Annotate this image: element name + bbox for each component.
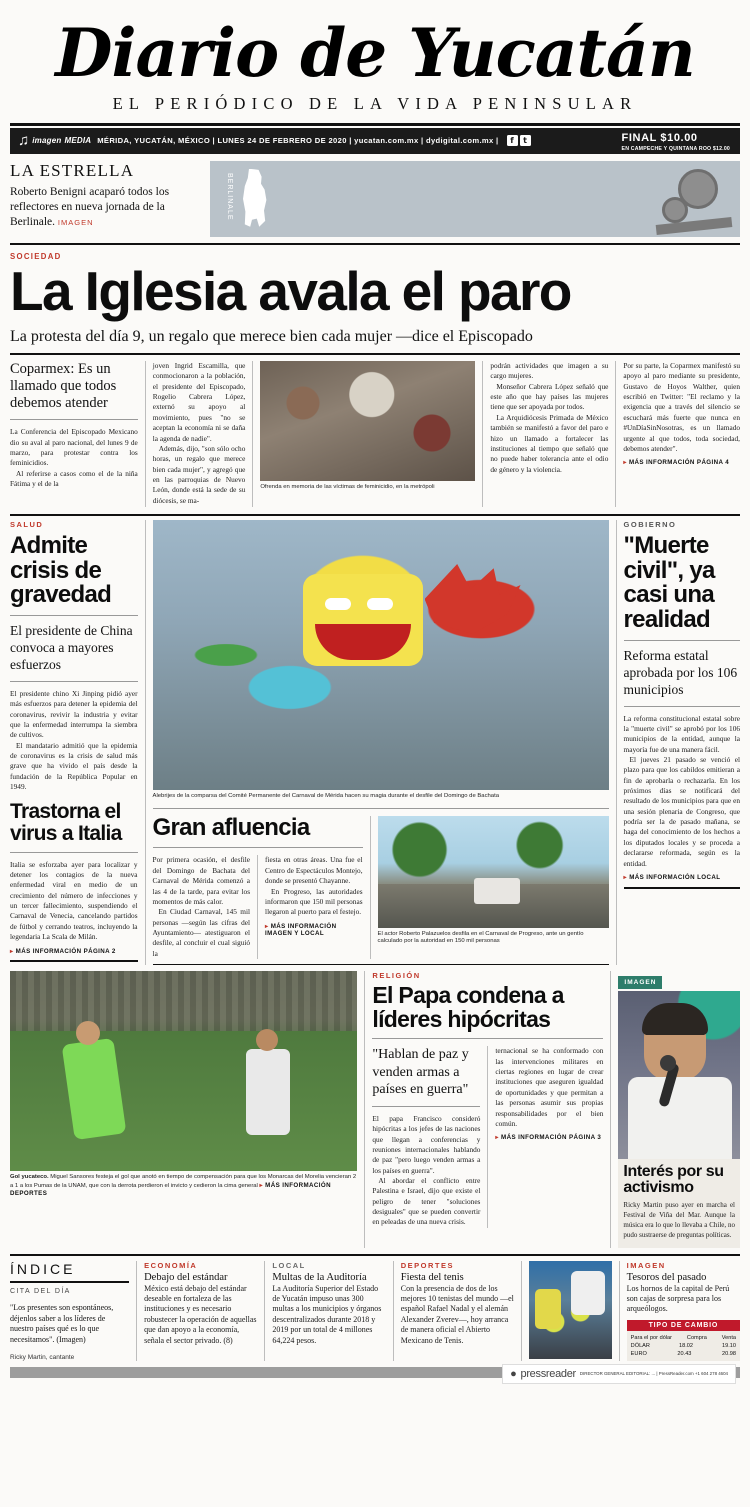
- paragraph: Monseñor Cabrera López señaló que este año que hay países las mujeres tiene que ser apoyada por todos.: [490, 381, 609, 412]
- index-kicker: ECONOMÍA: [144, 1260, 198, 1270]
- la-estrella-copy: Roberto Benigni acaparó todos los reflectores en nueva jornada de la Berlinale.: [10, 185, 170, 229]
- tipo-cambio-title: TIPO DE CAMBIO: [627, 1320, 740, 1331]
- progreso-carnaval-photo[interactable]: [378, 816, 609, 928]
- religion-pullquote: "Hablan de paz y venden armas a países en guerra": [372, 1047, 469, 1098]
- index-item-text: Los hornos de la capital de Perú son cajas de sorpresa para los arqueólogos.: [626, 1283, 730, 1314]
- tc-col-sell: Venta: [721, 1334, 736, 1341]
- more-label: MÁS INFORMACIÓN PÁGINA 3: [501, 1134, 602, 1142]
- table-row: [631, 1342, 736, 1350]
- estrella-divider: [10, 243, 740, 245]
- paragraph: ternacional se ha conformado con las intervenciones militares en ciertas regiones en lugar de crear instituciones que aseguren igualdad de oportunidades y que permitan a las personas asumir sus propias responsabilidades por el bien común.: [495, 1046, 604, 1128]
- pressreader-box[interactable]: [502, 1364, 736, 1384]
- paragraph: El papa Francisco consideró hipócritas a los jefes de las naciones que llegan a conferencias y reuniones internacionales hablando de paz "pero luego venden armas a los países en guerra".: [372, 1113, 481, 1175]
- column-rule: [370, 816, 371, 959]
- carnaval-photo-caption: Alebrijes de la comparsa del Comité Permanente del Carnaval de Mérida hacen su magia durante el desfile del Domingo de Bachata: [152, 793, 499, 800]
- newspaper-title: Diario de Yucatán: [55, 14, 695, 92]
- religion-body-a: [372, 1114, 480, 1228]
- column-rule: [252, 361, 253, 507]
- index-quote-block: [10, 1261, 129, 1361]
- info-bar: [10, 128, 740, 154]
- paragraph: Al referirse a casos como el de la niña Fátima y el de la: [10, 468, 138, 489]
- salud-headline[interactable]: Admite crisis de gravedad: [10, 532, 112, 609]
- divider: [624, 706, 740, 707]
- paragraph: Italia se esforzaba ayer para localizar y detener los contagios de la nueva enfermedad viral en medio de un crecimiento del número de infecciones y un tercer fallecimiento, suspendiendo el Carnaval de Venecia, cancelando partidos de fútbol y cerrando teatros, incluyendo la legendaria La Scala de Milán.: [10, 859, 138, 942]
- italia-headline[interactable]: Trastorna el virus a Italia: [10, 800, 122, 846]
- music-note-icon: ♫: [18, 132, 30, 150]
- paragraph: joven Ingrid Escamilla, que conmocionaron a la población, el presidente del Episcopado, Rogelio Cabrera López, externó su apoyo al movimiento, pues "no se aceptan la economía ni se daña la agenda de nadie".: [152, 361, 246, 443]
- lead-col2-body: [153, 361, 246, 506]
- salud-column: [10, 520, 138, 965]
- index-quote-attribution: Ricky Martin, cantante: [10, 1353, 75, 1361]
- column-rule: [264, 1261, 265, 1361]
- index-quote-text: [10, 1303, 129, 1346]
- lead-col-3: [260, 361, 608, 507]
- la-estrella-tag: IMAGEN: [57, 218, 94, 228]
- index-top-divider: [10, 1254, 740, 1256]
- la-estrella-image: [210, 161, 740, 237]
- futbol-photo[interactable]: [10, 971, 357, 1171]
- italia-body: [10, 860, 138, 943]
- column-rule: [616, 520, 617, 965]
- lower-band: [10, 971, 740, 1248]
- masthead: [10, 0, 740, 114]
- column-rule: [145, 361, 146, 507]
- facebook-icon[interactable]: f: [507, 135, 518, 146]
- religion-body-b: [495, 1046, 603, 1129]
- imagen-column: [618, 971, 740, 1248]
- divider: [153, 964, 609, 965]
- index-item-local[interactable]: [272, 1261, 385, 1361]
- column-rule: [482, 361, 483, 507]
- paragraph: La reforma constitucional estatal sobre la "muerte civil" se aprobó por los 106 municipios de la entidad, aunque la mayoría fue de una manera fácil.: [623, 713, 740, 754]
- futbol-column: [10, 971, 357, 1248]
- index-item-imagen[interactable]: [627, 1261, 740, 1361]
- index-item-head: Fiesta del tenis: [400, 1271, 464, 1283]
- imagen-media-logo: [18, 133, 91, 148]
- index-strip: [10, 1261, 740, 1361]
- paragraph: Además, dijo, "son sólo ocho horas, un regalo que merece bien cada mujer", y agregó que en las parroquias de Nuevo León, donde está la sede de su diócesis, se ma-: [152, 443, 246, 505]
- edition-line: MÉRIDA, YUCATÁN, MÉXICO | LUNES 24 DE FEBRERO DE 2020 | yucatan.com.mx | dydigital.com.mx |: [97, 136, 499, 146]
- gobierno-subdeck: Reforma estatal aprobada por los 106 municipios: [623, 647, 738, 697]
- index-item-text: México está debajo del estándar deseable en fortaleza de las instituciones y es necesario robustecer la operación de aquellas que dan apoyo a la economía, señala el sector privado. (8): [144, 1283, 257, 1345]
- masthead-divider: [10, 123, 740, 126]
- bullet-icon: ▸: [265, 922, 269, 930]
- carnaval-column: [153, 520, 609, 965]
- divider: [10, 615, 138, 616]
- more-label: MÁS INFORMACIÓN IMAGEN Y LOCAL: [265, 922, 337, 937]
- film-reel-graphic: [660, 163, 734, 235]
- price-main: FINAL $10.00: [621, 131, 698, 144]
- lead-more-link[interactable]: [623, 459, 740, 466]
- paragraph: El mandatario admitió que la epidemia de coronavirus es la crisis de salud más grave que ha vivido el país desde la fundación de la República Popular en 1949.: [10, 740, 138, 792]
- divider: [153, 808, 609, 809]
- paragraph: fiesta en otras áreas. Una fue el Centro de Espectáculos Montejo, donde se presentó Chayanne.: [265, 855, 363, 886]
- pressreader-note: DIRECTOR GENERAL EDITORIAL: ... | PressReader.com +1 604 278 4604: [579, 1371, 728, 1377]
- divider: [624, 887, 740, 889]
- coparmex-statement: [623, 361, 740, 454]
- gran-afluencia-body-a: [153, 855, 251, 959]
- carnaval-more-link[interactable]: [265, 923, 363, 937]
- bullet-icon: ▸: [623, 873, 628, 881]
- religion-more-link[interactable]: [495, 1134, 603, 1141]
- paragraph: Al abordar el conflicto entre Palestina e Israel, dijo que existe el peligro de tener "soluciones desiguales" que se pueden convertir en peleadas de una nueva crisis.: [372, 1176, 481, 1227]
- religion-headline[interactable]: El Papa condena a líderes hipócritas: [372, 982, 564, 1032]
- index-tennis-photo-wrap: [529, 1261, 612, 1361]
- lead-kicker: SOCIEDAD: [10, 251, 62, 261]
- paragraph: La Arquidiócesis Primada de México también se manifestó a favor del paro e hizo un llamado a fortalecer las instituciones al tiempo que señaló que no puede haber tolerancia ante el odio de género y la violencia.: [490, 412, 609, 474]
- la-estrella-promo[interactable]: [10, 161, 740, 237]
- carnaval-alebrije-photo[interactable]: [153, 520, 609, 790]
- gobierno-body: [624, 714, 740, 869]
- index-quote-label: CITA DEL DÍA: [10, 1287, 71, 1295]
- divider: [153, 847, 363, 848]
- tc-buy: 20.43: [677, 1350, 692, 1357]
- paragraph: Por su parte, la Coparmex manifestó su apoyo al paro mediante su presidente, Gustavo de Hoyos Walther, quien escribió en Twitter: "El reclamo y la exigencia que a través del silencio se escuchará más fuerte que nunca en #UnDíaSinNosotras, es un llamado urgente al que todos, toda sociedad, debemos atender".: [623, 361, 740, 453]
- column-rule: [610, 971, 611, 1248]
- tc-col-buy: Compra: [686, 1334, 707, 1341]
- price-sub: EN CAMPECHE Y QUINTANA ROO $12.00: [621, 145, 730, 152]
- index-kicker: DEPORTES: [400, 1260, 455, 1270]
- index-item-head: Multas de la Auditoría: [272, 1271, 367, 1283]
- pressreader-footer: [10, 1367, 740, 1378]
- ricky-martin-photo[interactable]: [618, 991, 740, 1159]
- religion-kicker: RELIGIÓN: [372, 971, 421, 981]
- lead-col3-body: [490, 361, 608, 475]
- lead-col-4: [623, 361, 740, 507]
- caption-lead: Gol yucateco.: [10, 1174, 49, 1181]
- column-rule: [257, 855, 258, 959]
- coparmex-body: [10, 427, 138, 489]
- bullet-icon: ▸: [259, 1181, 264, 1189]
- more-label: MÁS INFORMACIÓN DEPORTES: [10, 1181, 331, 1198]
- column-rule: [521, 1261, 522, 1361]
- more-label: MÁS INFORMACIÓN PÁGINA 4: [628, 459, 730, 467]
- gobierno-kicker: GOBIERNO: [623, 520, 677, 530]
- column-rule: [615, 361, 616, 507]
- tipo-cambio-header-row: [631, 1334, 736, 1342]
- divider: [10, 960, 138, 962]
- gran-afluencia-headline[interactable]: Gran afluencia: [152, 813, 310, 841]
- paragraph: En Progreso, las autoridades informaron que 150 mil personas llegaron al puerto para el festejo.: [265, 886, 363, 917]
- index-item-head: Debajo del estándar: [144, 1271, 228, 1283]
- imagen-brand-label: imagen: [32, 136, 62, 146]
- quote-tag: (Imagen): [56, 1335, 86, 1345]
- column-rule: [364, 971, 365, 1248]
- more-label: MÁS INFORMACIÓN LOCAL: [629, 873, 721, 881]
- tennis-photo[interactable]: [529, 1261, 612, 1359]
- la-estrella-kicker: LA ESTRELLA: [10, 160, 135, 180]
- caption-text: Miguel Sansores festeja el gol que anotó en tiempo de compensación para que los Monarcas del Morelia vencieran 2 a 1 a los Pumas de la UNAM, que con la derrota perdieron el invicto y cedieron la cima general: [10, 1174, 357, 1189]
- more-label: MÁS INFORMACIÓN PÁGINA 2: [15, 947, 116, 955]
- pressreader-logo-icon: ●: [510, 1367, 517, 1380]
- salud-more-link[interactable]: [10, 948, 138, 955]
- memorial-photo-caption: Ofrenda en memoria de las víctimas de feminicidio, en la metrópoli: [260, 484, 435, 491]
- column-rule: [619, 1261, 620, 1361]
- gobierno-headline[interactable]: "Muerte civil", ya casi una realidad: [623, 532, 715, 634]
- lead-deck: La protesta del día 9, un regalo que merece bien cada mujer —dice el Episcopado: [10, 328, 533, 346]
- quote-body: "Los presentes son espontáneos, déjenlos saber a los líderes de nuestro países qué es lo que necesitamos".: [10, 1302, 114, 1345]
- coparmex-subhead[interactable]: Coparmex: Es un llamado que todos debemos atender: [10, 361, 117, 412]
- index-item-text: La Auditoría Superior del Estado de Yucatán impuso unas 300 multas a los municipios y órganos descentralizados durante 2018 y 2019 por un total de 4 millones 64,224 pesos.: [272, 1283, 382, 1345]
- imagen-media-suffix: MEDIA: [64, 136, 92, 146]
- divider: [372, 1106, 480, 1107]
- gobierno-column: [624, 520, 740, 965]
- paragraph: La Conferencia del Episcopado Mexicano dio su aval al paro nacional, del lunes 9 de marzo, para protestar contra los feminicidios.: [10, 427, 138, 468]
- column-rule: [487, 1046, 488, 1227]
- tipo-cambio-table: [627, 1331, 740, 1361]
- progreso-photo-caption: El actor Roberto Palazuelos desfila en el Carnaval de Progreso, ante un gentío calculado por la autoridad en 150 mil personas: [377, 930, 584, 945]
- price-block: [622, 128, 732, 154]
- paragraph: En Ciudad Carnaval, 145 mil personas —según las cifras del Ayuntamiento— atestiguaron el desfile, al concluir el cual siguió la: [152, 907, 251, 958]
- la-estrella-text: [10, 161, 210, 237]
- paragraph: El presidente chino Xi Jinping pidió ayer más esfuerzos para detener la epidemia del coronavirus, revivir la industria y evitar que la enfermedad interrumpa la siembra de cultivos.: [10, 688, 138, 740]
- gran-afluencia-body-b: [265, 855, 363, 917]
- index-item-text: Con la presencia de dos de los mejores 10 tenistas del mundo —el español Rafael Nadal y el alemán Alexander Zverev—, hoy arranca de manera oficial el Abierto Mexicano de Tenis.: [400, 1283, 514, 1345]
- tc-sell: 19.10: [721, 1342, 736, 1349]
- salud-subdeck: El presidente de China convoca a mayores esfuerzos: [10, 623, 133, 672]
- tc-currency: DÓLAR: [630, 1342, 650, 1349]
- imagen-headline: Interés por su activismo: [623, 1163, 724, 1197]
- paragraph: Por primera ocasión, el desfile del Domingo de Bachata del Carnaval de Mérida comenzó a las 4 de la tarde, para evitar los momentos de más calor.: [152, 855, 251, 906]
- gobierno-more-link[interactable]: [624, 874, 740, 881]
- divider: [10, 681, 138, 682]
- tc-buy: 18.02: [678, 1342, 693, 1349]
- pressreader-label: pressreader: [520, 1367, 576, 1380]
- bullet-icon: ▸: [495, 1134, 499, 1142]
- futbol-photo-caption: [10, 1174, 357, 1199]
- paragraph: El jueves 21 pasado se venció el plazo para que los cabildos emitieran a fin de aprobarla o rechazarla. En los próximos días se notificará del resultado de los municipios para que en una sesión plenaria de Congreso, que podría ser la de pasado mañana, se haga del conocimiento de los hechos a los diputados locales y se proceda a declararse reformada, según es la entidad.: [623, 754, 740, 868]
- column-rule: [393, 1261, 394, 1361]
- lead-col-1: [10, 361, 138, 507]
- index-title: ÍNDICE: [10, 1260, 76, 1277]
- lead-headline[interactable]: La Iglesia avala el paro: [10, 259, 571, 322]
- memorial-photo[interactable]: [260, 361, 475, 481]
- social-icons[interactable]: [507, 135, 531, 146]
- index-item-deportes[interactable]: [401, 1261, 514, 1361]
- newspaper-tagline: EL PERIÓDICO DE LA VIDA PENINSULAR: [112, 93, 638, 113]
- tc-col-label: Para el por dólar: [630, 1334, 673, 1341]
- section-divider: [10, 514, 740, 516]
- divider: [10, 852, 138, 853]
- religion-column: [372, 971, 603, 1248]
- table-row: [631, 1350, 736, 1358]
- index-item-head: Tesoros del pasado: [626, 1271, 707, 1283]
- lead-columns: [10, 361, 740, 507]
- twitter-icon[interactable]: t: [520, 135, 531, 146]
- bullet-icon: ▸: [623, 459, 627, 467]
- index-item-economia[interactable]: [144, 1261, 257, 1361]
- imagen-badge: IMAGEN: [618, 976, 662, 989]
- index-kicker: LOCAL: [272, 1260, 306, 1270]
- salud-kicker: SALUD: [10, 520, 44, 530]
- divider: [10, 1281, 129, 1283]
- paragraph: podrán actividades que imagen a su cargo mujeres.: [490, 361, 609, 381]
- divider: [10, 419, 138, 420]
- la-estrella-body: [10, 185, 202, 231]
- tipo-de-cambio-box: [627, 1320, 740, 1361]
- column-rule: [136, 1261, 137, 1361]
- berlinale-vertical-label: BERLINALE: [226, 172, 233, 221]
- column-rule: [145, 520, 146, 965]
- index-kicker: IMAGEN: [626, 1260, 666, 1270]
- lead-col-2: [153, 361, 246, 507]
- bullet-icon: ▸: [10, 947, 14, 955]
- berlinale-bear-icon: [240, 169, 270, 227]
- imagen-text: Ricky Martin puso ayer en marcha el Festival de Viña del Mar. Aunque la música era lo que lo llevaba a Chile, no pudo sustraerse de preguntas políticas.: [623, 1200, 735, 1239]
- tc-currency: EURO: [630, 1350, 647, 1357]
- lead-divider: [10, 353, 740, 355]
- divider: [624, 640, 740, 641]
- divider: [372, 1038, 603, 1039]
- middle-band: [10, 520, 740, 965]
- imagen-teaser[interactable]: [618, 1159, 740, 1248]
- salud-body: [10, 689, 138, 793]
- tc-sell: 20.98: [722, 1350, 736, 1357]
